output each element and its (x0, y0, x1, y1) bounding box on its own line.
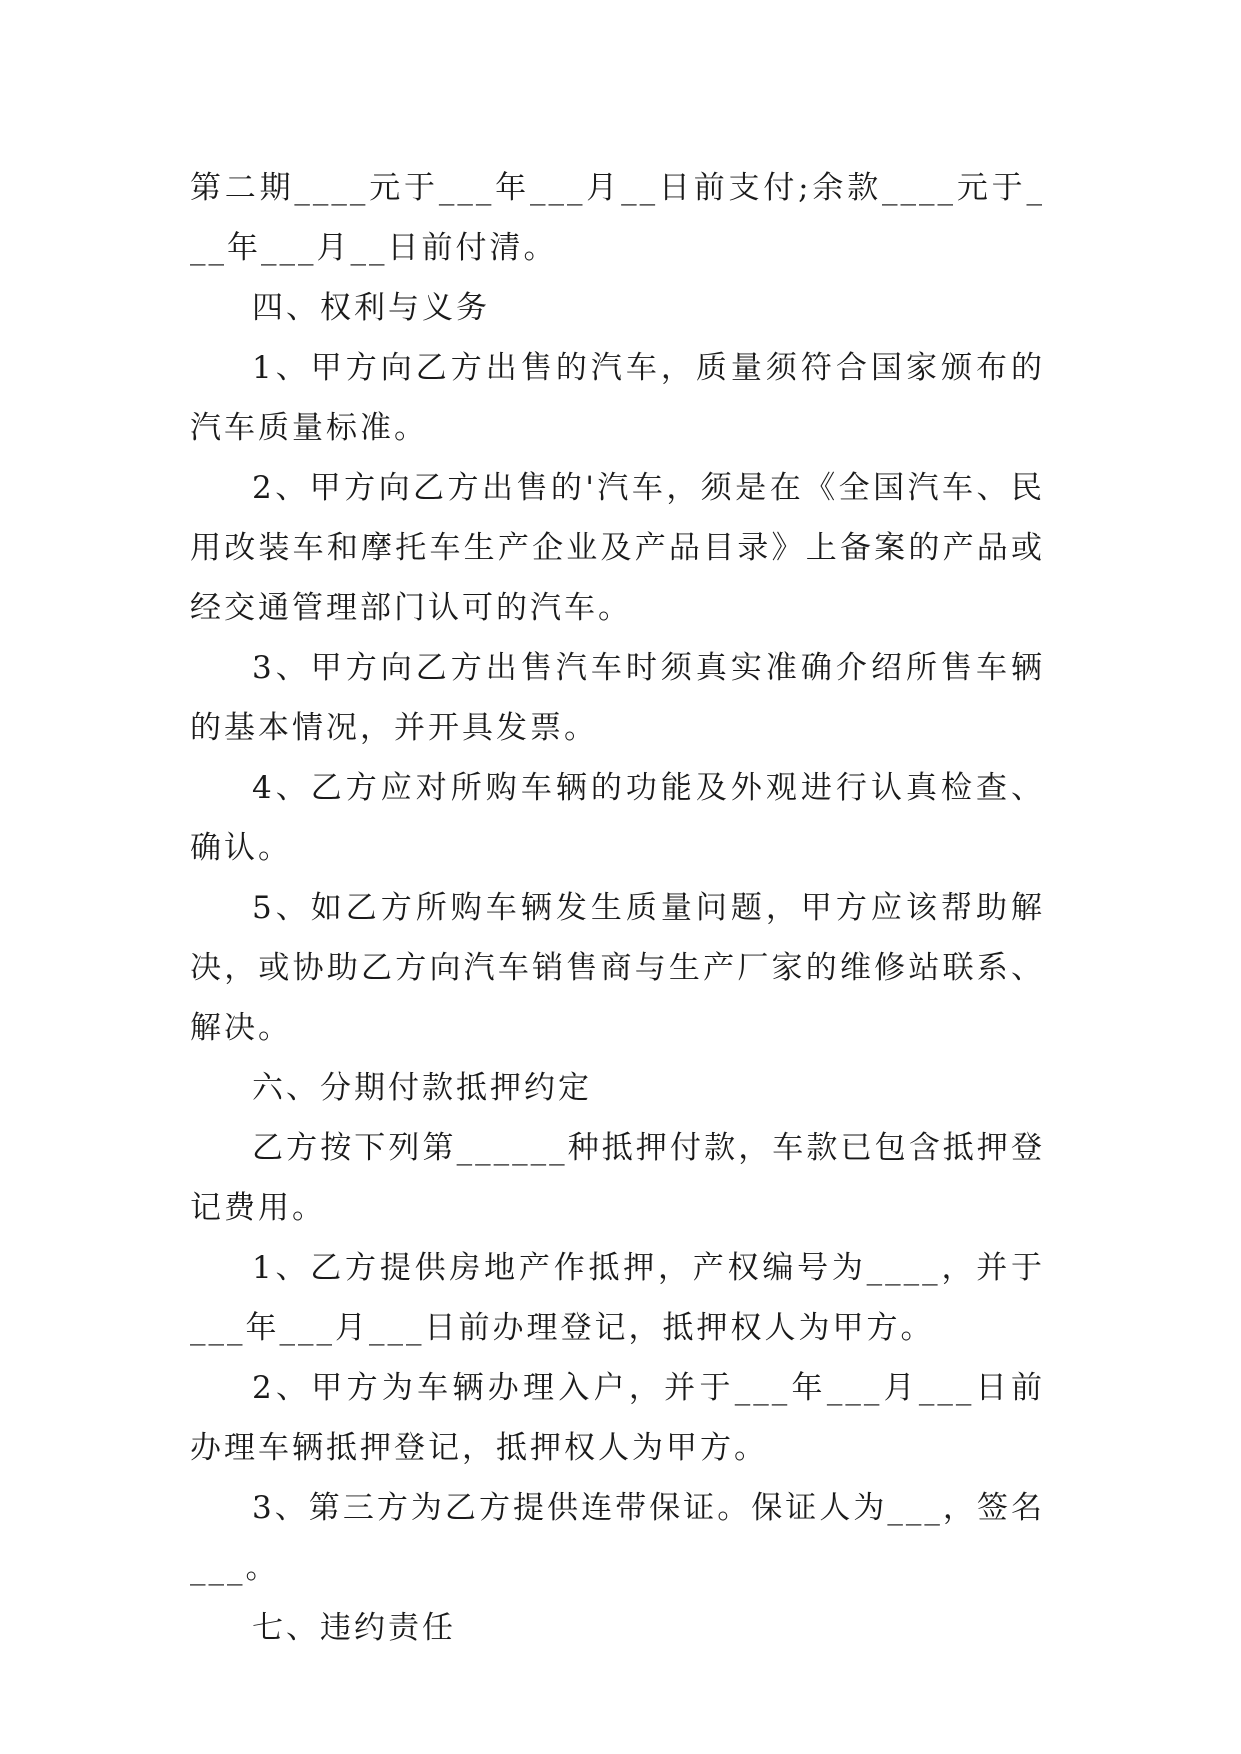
clause-6-2-paragraph: 2、甲方为车辆办理入户，并于___年___月___日前办理车辆抵押登记，抵押权人为甲方。 (190, 1370, 1045, 1466)
document-body (190, 158, 1045, 1658)
payment-second-paragraph: 第二期____元于___年___月__日前支付;余款____元于___年___月__日前付清。 (190, 170, 1045, 266)
section-seven-heading: 七、违约责任 (252, 1610, 456, 1646)
clause-4-1-paragraph: 1、甲方向乙方出售的汽车，质量须符合国家颁布的汽车质量标准。 (190, 350, 1045, 446)
clause-6-1-paragraph: 1、乙方提供房地产作抵押，产权编号为____，并于___年___月___日前办理登记，抵押权人为甲方。 (190, 1250, 1045, 1346)
clause-4-5-paragraph: 5、如乙方所购车辆发生质量问题，甲方应该帮助解决，或协助乙方向汽车销售商与生产厂家的维修站联系、解决。 (190, 890, 1045, 1046)
clause-6-3-paragraph: 3、第三方为乙方提供连带保证。保证人为___，签名___。 (190, 1490, 1045, 1586)
clause-4-3-paragraph: 3、甲方向乙方出售汽车时须真实准确介绍所售车辆的基本情况，并开具发票。 (190, 650, 1045, 746)
clause-4-2-paragraph: 2、甲方向乙方出售的'汽车，须是在《全国汽车、民用改装车和摩托车生产企业及产品目录》上备案的产品或经交通管理部门认可的汽车。 (190, 470, 1045, 626)
section-four-heading: 四、权利与义务 (252, 290, 490, 326)
clause-4-4-paragraph: 4、乙方应对所购车辆的功能及外观进行认真检查、确认。 (190, 770, 1045, 866)
section-six-intro-paragraph: 乙方按下列第______种抵押付款，车款已包含抵押登记费用。 (190, 1130, 1045, 1226)
section-six-heading: 六、分期付款抵押约定 (252, 1070, 592, 1106)
